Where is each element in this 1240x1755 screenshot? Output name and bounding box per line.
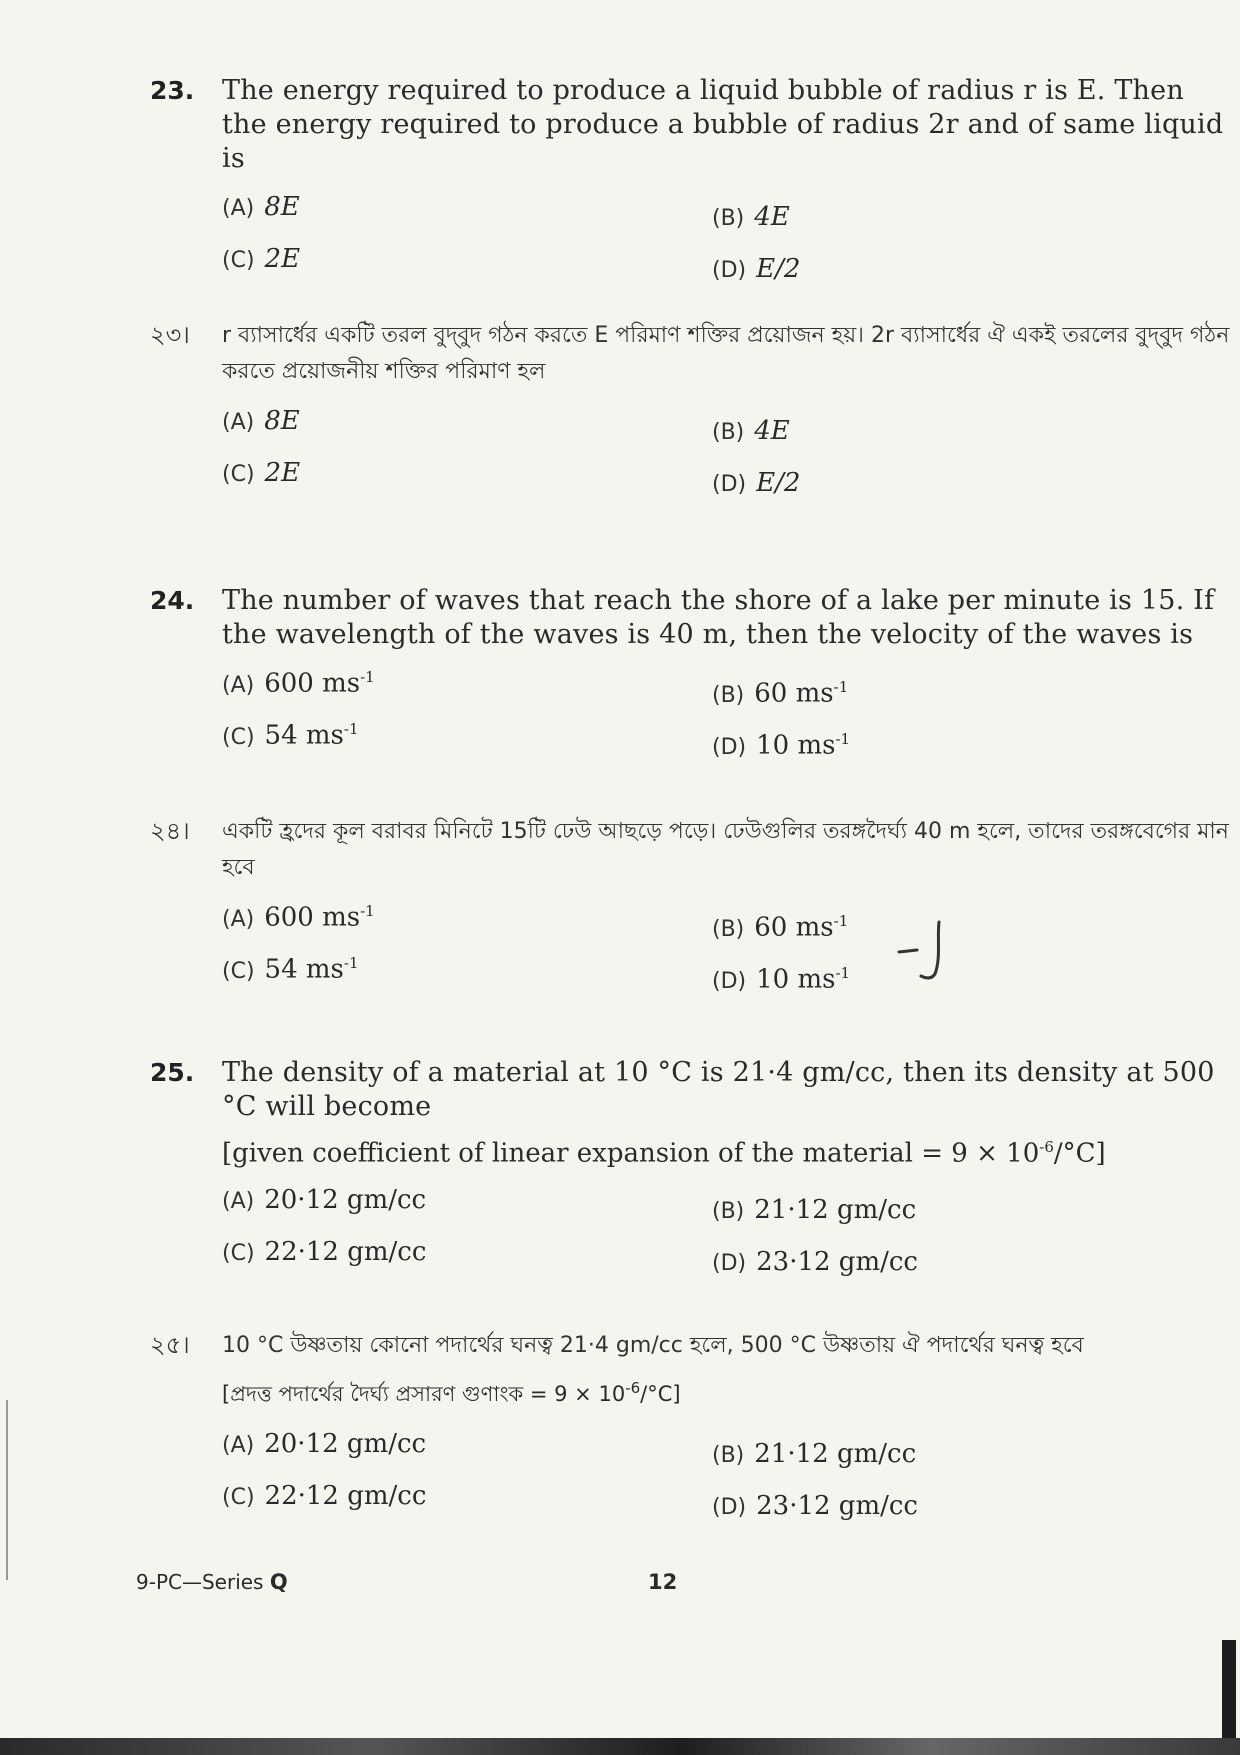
question-number: 23. [150, 76, 195, 105]
question-text: 10 °C উষ্ণতায় কোনো পদার্থের ঘনত্ব 21·4 gm/cc হলে, 500 °C উষ্ণতায় ঐ পদার্থের ঘনত্ব হবে [222, 1333, 1084, 1358]
question-number: ২৪। [150, 817, 190, 845]
option-b[interactable]: (B) 60 $ms^{-1}$ [712, 912, 849, 943]
option-a[interactable]: (A) 8E [222, 406, 300, 436]
question-number: 24. [150, 586, 195, 615]
question-25-en [150, 1056, 1230, 1287]
option-c[interactable]: (C) 22·12 gm/cc [222, 1236, 427, 1267]
question-text: r ব্যাসার্ধের একটি তরল বুদ্‌বুদ গঠন করতে E পরিমাণ শক্তির প্রয়োজন হয়। 2r ব্যাসার্ধের ঐ একই তরলের বুদ্‌বুদ গঠন করতে প্রয়োজনীয় শক্তির পরিমাণ হল [222, 323, 1230, 384]
option-b[interactable]: (B) 21·12 gm/cc [712, 1194, 917, 1225]
option-c[interactable]: (C) 2E [222, 458, 301, 488]
question-text: The density of a material at 10 °C is 21·4 gm/cc, then its density at 500 °C will become [222, 1057, 1215, 1122]
option-b[interactable]: (B) 60 $ms^{-1}$ [712, 678, 849, 709]
handwritten-mark-icon [895, 918, 965, 988]
options [222, 182, 1230, 294]
question-text: The energy required to produce a liquid bubble of radius r is E. Then the energy required to produce a bubble of radius 2r and of same liquid is [222, 75, 1224, 174]
option-a[interactable]: (A) 600 $ms^{-1}$ [222, 668, 375, 699]
question-text: একটি হ্রদের কূল বরাবর মিনিটে 15টি ঢেউ আছড়ে পড়ে। ঢেউগুলির তরঙ্গদৈর্ঘ্য 40 m হলে, তাদের তরঙ্গবেগের মান হবে [222, 819, 1229, 880]
scan-edge-right [1222, 1640, 1236, 1740]
option-a[interactable]: (A) 8E [222, 192, 300, 222]
options [222, 1175, 1230, 1287]
option-d[interactable]: (D) E/2 [712, 254, 801, 284]
option-a[interactable]: (A) 600 $ms^{-1}$ [222, 902, 375, 933]
question-25-bn [150, 1328, 1230, 1531]
page-number: 12 [648, 1570, 678, 1594]
option-a[interactable]: (A) 20·12 gm/cc [222, 1184, 427, 1215]
option-d[interactable]: (D) E/2 [712, 468, 801, 498]
given-note: [প্রদত্ত পদার্থের দৈর্ঘ্য প্রসারণ গুণাংক = $9 \times 10^{-6}/^\circ C$] [222, 1379, 681, 1406]
option-d[interactable]: (D) 10 $ms^{-1}$ [712, 964, 851, 995]
question-number: 25. [150, 1058, 195, 1087]
scan-edge-bottom [0, 1738, 1240, 1755]
footer-series: 9-PC—Series Q [136, 1570, 288, 1594]
option-b[interactable]: (B) 4E [712, 202, 790, 232]
option-b[interactable]: (B) 4E [712, 416, 790, 446]
question-24-en [150, 584, 1230, 770]
question-23-bn [150, 318, 1230, 508]
option-a[interactable]: (A) 20·12 gm/cc [222, 1429, 427, 1459]
question-23-en [150, 74, 1230, 294]
option-c[interactable]: (C) 54 $ms^{-1}$ [222, 720, 359, 751]
option-c[interactable]: (C) 22·12 gm/cc [222, 1481, 427, 1511]
options [222, 892, 1230, 1004]
question-number: ২৫। [150, 1331, 190, 1359]
option-c[interactable]: (C) 2E [222, 244, 301, 274]
question-number: ২৩। [150, 321, 190, 349]
option-d[interactable]: (D) 23·12 gm/cc [712, 1246, 918, 1277]
options [222, 1419, 1230, 1531]
option-d[interactable]: (D) 23·12 gm/cc [712, 1491, 918, 1521]
options [222, 658, 1230, 770]
given-note: [given coefficient of linear expansion of the material = $9 \times 10^{-6}/^\circ C$] [222, 1138, 1106, 1169]
scan-edge-left [6, 1400, 8, 1580]
options [222, 396, 1230, 508]
option-b[interactable]: (B) 21·12 gm/cc [712, 1439, 917, 1469]
option-c[interactable]: (C) 54 $ms^{-1}$ [222, 954, 359, 985]
option-d[interactable]: (D) 10 $ms^{-1}$ [712, 730, 851, 761]
question-24-bn [150, 814, 1230, 1004]
question-text: The number of waves that reach the shore of a lake per minute is 15. If the wavelength of the waves is 40 m, then the velocity of the waves is [222, 585, 1215, 650]
